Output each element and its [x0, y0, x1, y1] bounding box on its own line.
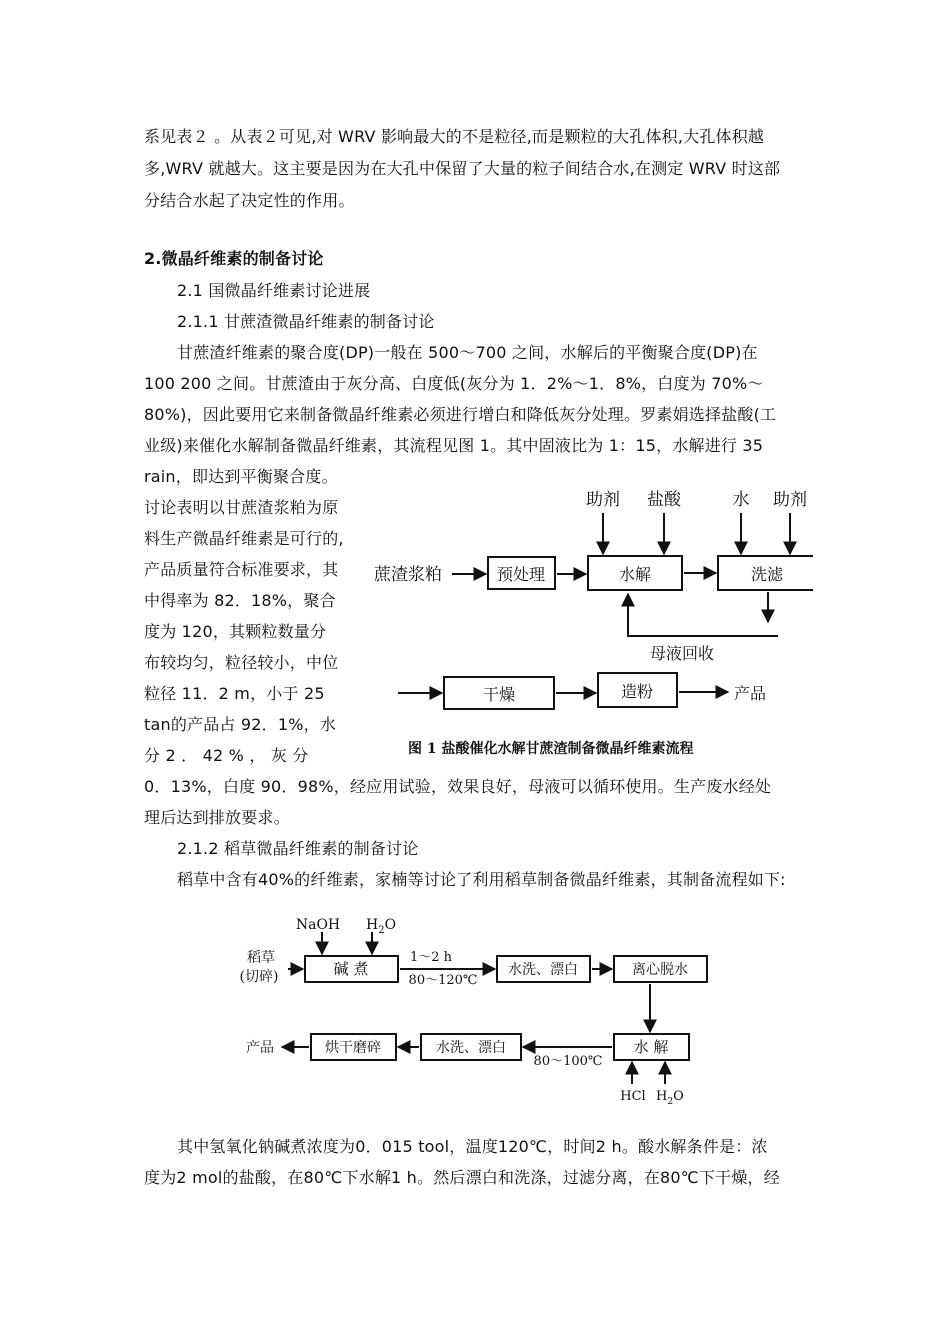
text-line: 布较均匀，粒径较小，中位: [144, 653, 339, 672]
product-label: 产品: [734, 684, 767, 703]
text-line: 0．13%，白度 90．98%，经应用试验，效果良好，母液可以循环使用。生产废水经处: [144, 777, 772, 796]
hcl-label: 盐酸: [647, 490, 681, 510]
text-line: 分结合水起了决定性的作用。: [144, 191, 355, 210]
text-line: 系见表２ 。从表２可见,对 WRV 影响最大的不是粒径,而是颗粒的大孔体积,大孔体积越: [144, 127, 765, 146]
temp-label: 80～100℃: [533, 1054, 603, 1069]
dry-label: 干燥: [482, 685, 516, 704]
text-line: 甘蔗渣纤维素的聚合度(DP)一般在 500～700 之间，水解后的平衡聚合度(DP)在: [177, 343, 758, 362]
section-heading: 2.微晶纤维素的制备讨论: [144, 249, 324, 268]
granulate-label: 造粉: [620, 682, 654, 701]
aux-agent-label: 助剂: [586, 490, 620, 510]
text-line: 业级)来催化水解制备微晶纤维素，其流程见图 1。其中固液比为 1：15，水解进行 35: [144, 436, 764, 455]
time-label: 1～2 h: [409, 950, 453, 965]
aux-agent-label: 助剂: [773, 490, 807, 510]
subsection-heading: 2.1.2 稻草微晶纤维素的制备讨论: [177, 839, 419, 858]
text-line: 讨论表明以甘蔗渣浆粕为原: [144, 498, 339, 517]
text-line: 稻草中含有40%的纤维素，家楠等讨论了利用稻草制备微晶纤维素，其制备流程如下:: [177, 870, 786, 889]
pretreat-label: 预处理: [496, 565, 546, 584]
cook-label: 碱 煮: [333, 960, 369, 978]
text-line: 度为 120，其颗粒数量分: [144, 622, 327, 641]
text-line: 其中氢氧化钠碱煮浓度为0．015 tool，温度120℃，时间2 h。酸水解条件是：浓: [177, 1137, 768, 1156]
text-line: 粒径 11．2 m，小于 25: [144, 684, 325, 703]
recycle-label: 母液回收: [649, 644, 715, 663]
wash-label: 洗滤: [750, 565, 784, 584]
wash2-label: 水洗、漂白: [436, 1040, 506, 1056]
input-label: 蔗渣浆粕: [374, 565, 442, 585]
text-line: 料生产微晶纤维素是可行的,: [144, 529, 344, 548]
naoh-label: NaOH: [295, 917, 341, 933]
text-line: 理后达到排放要求。: [144, 808, 290, 827]
hcl-label: HCl: [620, 1089, 646, 1104]
product-label: 产品: [246, 1040, 274, 1056]
input-label-sub: (切碎): [239, 969, 279, 985]
text-line: 100 200 之间。甘蔗渣由于灰分高、白度低(灰分为 1．2%～1．8%，白度为 70%～: [144, 374, 764, 393]
centrifuge-label: 离心脱水: [632, 962, 688, 978]
text-line: 80%)，因此要用它来制备微晶纤维素必须进行增白和降低灰分处理。罗素娟选择盐酸(工: [144, 405, 777, 424]
hydrolysis-label: 水 解: [633, 1038, 669, 1056]
text-line: 多,WRV 就越大。这主要是因为在大孔中保留了大量的粒子间结合水,在测定 WRV 时这部: [144, 159, 781, 178]
text-line: 中得率为 82．18%，聚合: [144, 591, 336, 610]
temp-label: 80～120℃: [408, 973, 478, 988]
text-line: tan的产品占 92．1%，水: [144, 715, 337, 734]
figure-2-flowchart: [228, 910, 728, 1110]
dry-label: 烘干磨碎: [325, 1040, 381, 1056]
text-line: 分 2 ． 42 % ， 灰 分: [144, 746, 309, 765]
water-label: $H_2O$: [366, 917, 397, 936]
wash1-label: 水洗、漂白: [508, 962, 578, 978]
text-line: 产品质量符合标准要求，其: [144, 560, 339, 579]
text-line: rain，即达到平衡聚合度。: [144, 467, 338, 486]
subsection-heading: 2.1.1 甘蔗渣微晶纤维素的制备讨论: [177, 312, 435, 331]
water-label-2: $H_2O$: [656, 1089, 684, 1107]
hydrolysis-label: 水解: [618, 565, 652, 584]
water-label: 水: [732, 490, 750, 510]
text-line: 度为2 mol的盐酸，在80℃下水解1 h。然后漂白和洗涤，过滤分离，在80℃下干燥，经: [144, 1168, 780, 1187]
input-label: 稻草: [247, 950, 275, 966]
subsection-heading: 2.1 国微晶纤维素讨论进展: [177, 281, 371, 300]
figure-caption: 图 1 盐酸催化水解甘蔗渣制备微晶纤维素流程: [408, 741, 694, 757]
figure-1-flowchart: [368, 478, 813, 768]
